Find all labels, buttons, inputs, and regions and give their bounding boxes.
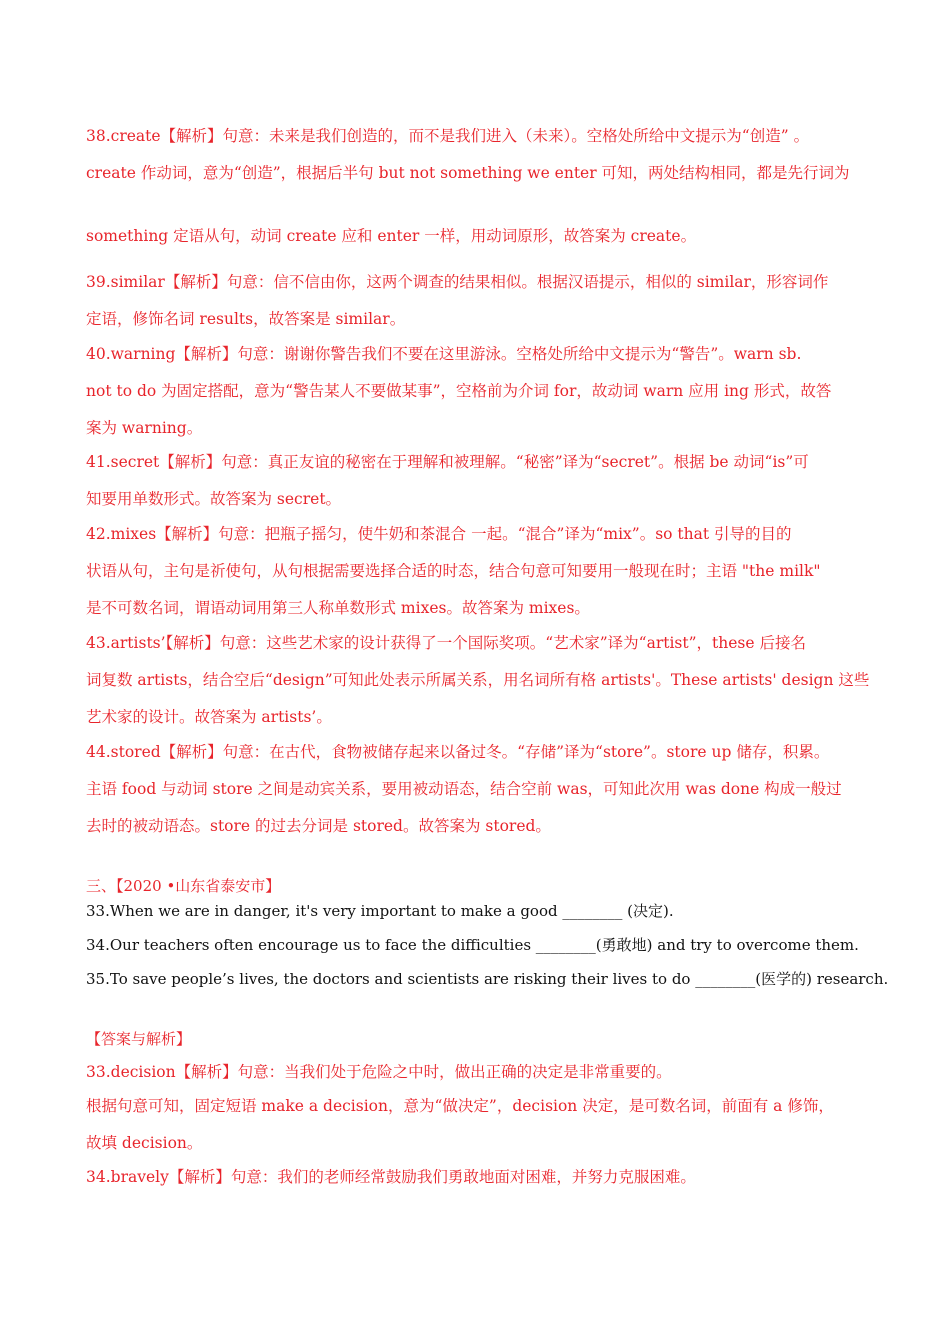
answers-header: 【答案与解析】: [86, 1030, 192, 1048]
explanation-line: 42.mixes【解析】句意：把瓶子摇匀，使牛奶和茶混合 一起。“混合”译为“mix”。so that 引导的目的: [86, 525, 792, 543]
explanation-line: 40.warning【解析】句意：谢谢你警告我们不要在这里游泳。空格处所给中文提示为“警告”。warn sb.: [86, 345, 802, 363]
explanation-line: 定语，修饰名词 results，故答案是 similar。: [86, 310, 406, 328]
explanation-line: 38.create【解析】句意：未来是我们创造的，而不是我们进入（未来）。空格处所给中文提示为“创造” 。: [86, 127, 810, 145]
question-line: 34.Our teachers often encourage us to face the difficulties ________(勇敢地) and try to overcome them.: [86, 936, 859, 954]
explanation-line: 43.artists’【解析】句意：这些艺术家的设计获得了一个国际奖项。“艺术家”译为“artist”，these 后接名: [86, 634, 806, 652]
explanation-line: 是不可数名词，谓语动词用第三人称单数形式 mixes。故答案为 mixes。: [86, 599, 590, 617]
explanation-line: 去时的被动语态。store 的过去分词是 stored。故答案为 stored。: [86, 817, 551, 835]
explanation-line: 根据句意可知，固定短语 make a decision，意为“做决定”，decision 决定，是可数名词，前面有 a 修饰，: [86, 1097, 834, 1115]
explanation-line: not to do 为固定搭配，意为“警告某人不要做某事”，空格前为介词 for，故动词 warn 应用 ing 形式，故答: [86, 382, 832, 400]
explanation-line: 案为 warning。: [86, 419, 203, 437]
question-line: 35.To save people’s lives, the doctors and scientists are risking their lives to do ________(医学的) research.: [86, 970, 889, 988]
explanation-line: 故填 decision。: [86, 1134, 203, 1152]
explanation-line: 知要用单数形式。故答案为 secret。: [86, 490, 342, 508]
explanation-line: something 定语从句，动词 create 应和 enter 一样，用动词原形，故答案为 create。: [86, 227, 697, 245]
explanation-line: 词复数 artists，结合空后“design”可知此处表示所属关系，用名词所有格 artists'。These artists' design 这些: [86, 671, 870, 689]
section-title: 三、【2020 •山东省泰安市】: [86, 877, 281, 895]
explanation-line: 状语从句，主句是祈使句，从句根据需要选择合适的时态，结合句意可知要用一般现在时；主语 "the milk": [86, 562, 821, 580]
explanation-line: 33.decision【解析】句意：当我们处于危险之中时，做出正确的决定是非常重要的。: [86, 1063, 672, 1081]
explanation-line: 39.similar【解析】句意：信不信由你，这两个调查的结果相似。根据汉语提示，相似的 similar，形容词作: [86, 273, 829, 291]
explanation-line: 44.stored【解析】句意：在古代，食物被储存起来以备过冬。“存储”译为“store”。store up 储存，积累。: [86, 743, 830, 761]
explanation-line: create 作动词，意为“创造”，根据后半句 but not something we enter 可知，两处结构相同，都是先行词为: [86, 164, 850, 182]
explanation-line: 34.bravely【解析】句意：我们的老师经常鼓励我们勇敢地面对困难，并努力克服困难。: [86, 1168, 696, 1186]
question-line: 33.When we are in danger, it's very important to make a good ________ (决定).: [86, 902, 674, 920]
explanation-line: 艺术家的设计。故答案为 artists’。: [86, 708, 332, 726]
explanation-line: 41.secret【解析】句意：真正友谊的秘密在于理解和被理解。“秘密”译为“secret”。根据 be 动词“is”可: [86, 453, 809, 471]
explanation-line: 主语 food 与动词 store 之间是动宾关系，要用被动语态，结合空前 was，可知此次用 was done 构成一般过: [86, 780, 842, 798]
